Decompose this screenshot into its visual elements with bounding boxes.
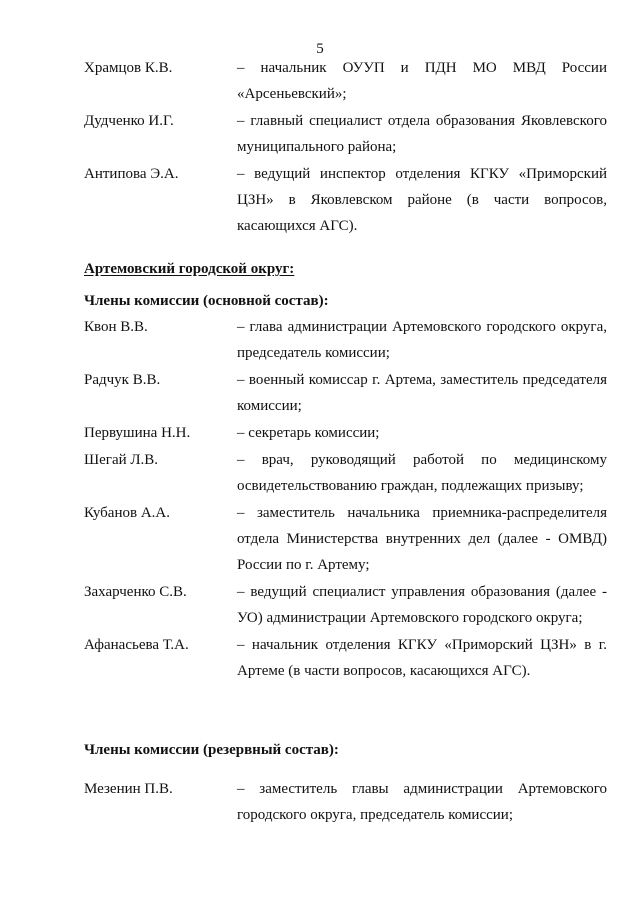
member-name: Мезенин П.В. [84, 781, 173, 797]
member-name: Первушина Н.Н. [84, 425, 191, 441]
member-role: – начальник ОУУП и ПДН МО МВД России «Арсеньевский»; [237, 60, 607, 102]
list-item [0, 420, 640, 446]
member-name: Радчук В.В. [84, 372, 161, 388]
member-name: Храмцов К.В. [84, 60, 173, 76]
commission-list-main [0, 314, 640, 684]
list-item [0, 776, 640, 828]
main-composition-heading: Члены комиссии (основной состав): [84, 293, 329, 309]
list-item [0, 447, 640, 499]
reserve-composition-heading: Члены комиссии (резервный состав): [84, 742, 339, 758]
member-role: – ведущий специалист управления образования (далее - УО) администрации Артемовского городского округа; [237, 584, 607, 626]
list-item [0, 108, 640, 160]
list-item [0, 55, 640, 107]
member-role: – заместитель начальника приемника-распределителя отдела Министерства внутренних дел (далее - ОМВД) России по г. Артему; [237, 505, 607, 573]
member-role: – врач, руководящий работой по медицинскому освидетельствованию граждан, подлежащих призыву; [237, 452, 607, 494]
member-role: – начальник отделения КГКУ «Приморский ЦЗН» в г. Артеме (в части вопросов, касающихся АГС). [237, 637, 607, 679]
list-item [0, 367, 640, 419]
section-title [84, 258, 294, 280]
member-name: Кубанов А.А. [84, 505, 170, 521]
member-name: Дудченко И.Г. [84, 113, 174, 129]
member-name: Антипова Э.А. [84, 166, 179, 182]
section-title-text: Артемовский городской округ: [84, 261, 295, 277]
member-role: – заместитель главы администрации Артемовского городского округа, председатель комиссии; [237, 781, 607, 823]
member-name: Квон В.В. [84, 319, 148, 335]
commission-list-previous [0, 55, 640, 239]
member-role: – глава администрации Артемовского городского округа, председатель комиссии; [237, 319, 607, 361]
list-item [0, 632, 640, 684]
list-item [0, 161, 640, 239]
member-role: – ведущий инспектор отделения КГКУ «Приморский ЦЗН» в Яковлевском районе (в части вопросов, касающихся АГС). [237, 166, 607, 234]
member-role: – секретарь комиссии; [237, 425, 380, 441]
member-name: Шегай Л.В. [84, 452, 159, 468]
page-number: 5 [316, 41, 324, 57]
commission-list-reserve [0, 776, 640, 828]
list-item [0, 314, 640, 366]
member-role: – военный комиссар г. Артема, заместитель председателя комиссии; [237, 372, 607, 414]
member-role: – главный специалист отдела образования Яковлевского муниципального района; [237, 113, 607, 155]
member-name: Афанасьева Т.А. [84, 637, 189, 653]
list-item [0, 500, 640, 578]
member-name: Захарченко С.В. [84, 584, 187, 600]
list-item [0, 579, 640, 631]
